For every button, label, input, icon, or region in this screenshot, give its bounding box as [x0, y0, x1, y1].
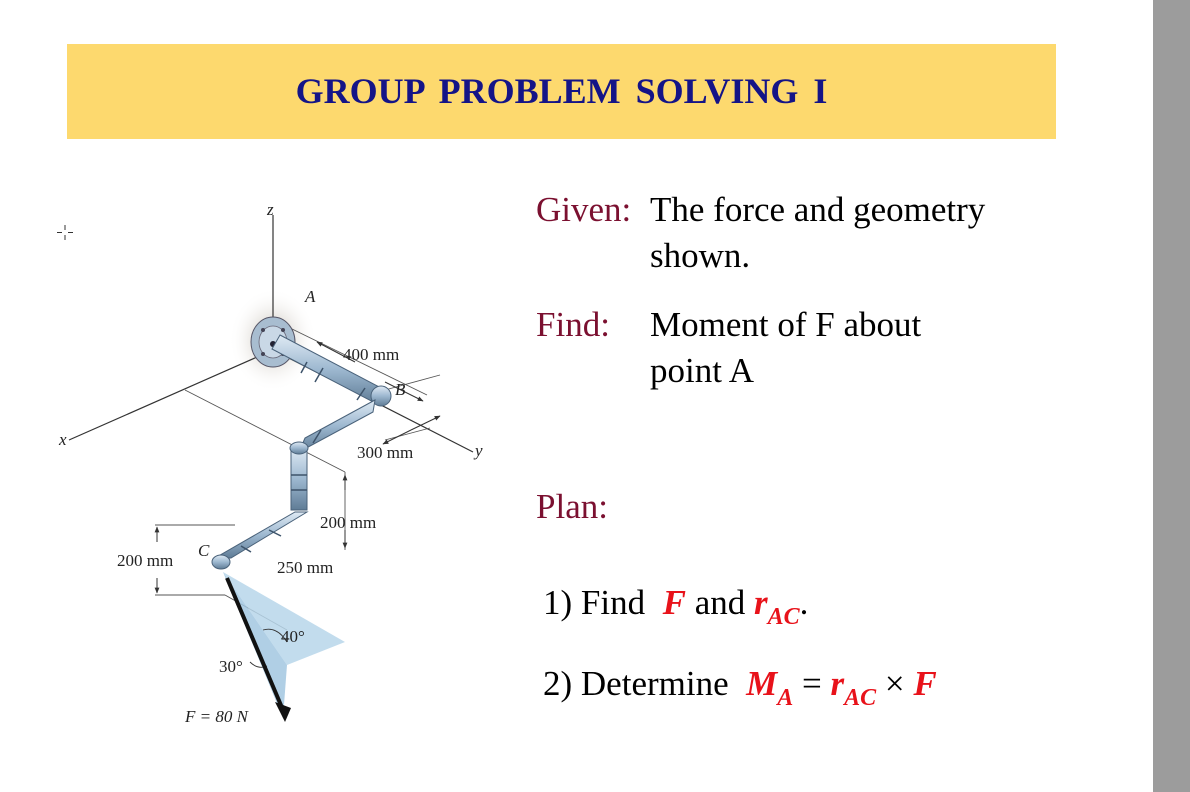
step-2-r-sub: AC — [844, 685, 877, 711]
given-line-1: The force and geometry — [650, 190, 986, 229]
step-1-period: . — [799, 583, 809, 622]
find-line-2: point A — [650, 351, 755, 390]
given-label: Given — [536, 190, 622, 229]
dim-400-label: 400 mm — [343, 345, 400, 364]
dim-250-label: 250 mm — [277, 558, 334, 577]
plan-label: Plan — [536, 487, 599, 526]
step-2-m: M — [746, 664, 778, 703]
pipe-to-c — [215, 512, 307, 558]
step-2-m-sub: A — [777, 685, 794, 711]
axis-y-label: y — [475, 441, 483, 460]
vertical-scrollbar[interactable] — [1153, 0, 1190, 792]
pipe-end-c — [212, 555, 230, 569]
pipe-assembly-figure — [55, 190, 515, 735]
given-colon: : — [621, 190, 632, 229]
point-a-label: A — [305, 287, 316, 306]
step-1 — [543, 583, 809, 630]
x-axis — [69, 350, 273, 440]
step-2-r: r — [830, 664, 845, 703]
axis-x-label: x — [59, 430, 67, 449]
force-plane-40 — [223, 572, 345, 665]
title-banner — [67, 44, 1056, 139]
plan-row — [536, 487, 608, 527]
step-2-prefix: 2) Determine — [543, 664, 729, 703]
dim-200-left-label: 200 mm — [117, 551, 174, 570]
step-2-times: × — [884, 664, 905, 703]
step-1-and: and — [694, 583, 746, 622]
point-b-label: B — [395, 380, 406, 399]
axis-z-label: z — [267, 200, 274, 219]
step-1-r-sub: AC — [767, 604, 800, 630]
find-row — [536, 305, 610, 345]
plan-colon: : — [598, 487, 608, 526]
force-label: F = 80 N — [185, 707, 248, 726]
find-line-1: Moment of F about — [650, 305, 922, 344]
pipe-vertical — [291, 448, 307, 510]
dim-200-right-label: 200 mm — [320, 513, 377, 532]
dim-300-label: 300 mm — [357, 443, 414, 462]
point-c-label: C — [198, 541, 210, 560]
angle-30-label: 30° — [219, 657, 243, 676]
slide-title: GROUP PROBLEM SOLVING I — [295, 71, 828, 111]
step-1-force: F — [662, 583, 686, 622]
given-line-2: shown. — [650, 236, 751, 275]
step-2-equals: = — [802, 664, 822, 703]
given-row — [536, 190, 631, 230]
find-colon: : — [600, 305, 610, 344]
step-1-r: r — [754, 583, 768, 622]
step-2 — [543, 664, 937, 711]
step-1-prefix: 1) Find — [543, 583, 646, 622]
angle-40-label: 40° — [281, 627, 305, 646]
find-label: Find — [536, 305, 601, 344]
step-2-f: F — [913, 664, 937, 703]
